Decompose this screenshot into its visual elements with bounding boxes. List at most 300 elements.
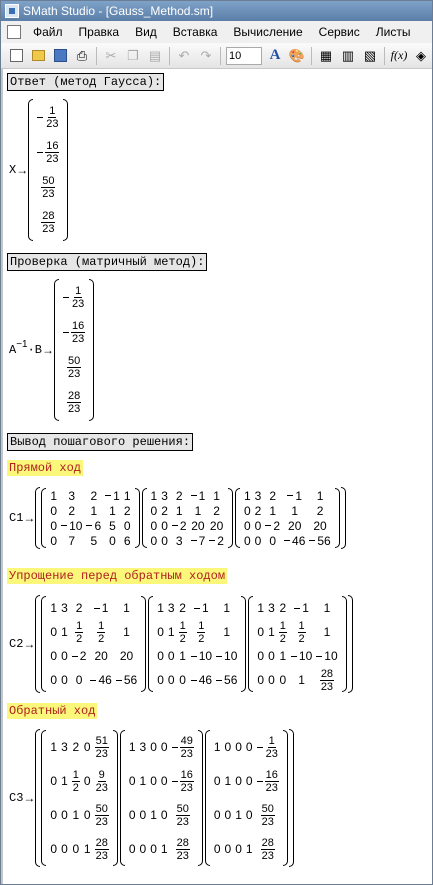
cell-value: 1 bbox=[257, 601, 265, 615]
cell-value: 3 bbox=[68, 488, 76, 503]
fraction-numerator: 50 bbox=[42, 175, 55, 187]
cell-value: 3 bbox=[61, 601, 68, 615]
negative-sign bbox=[172, 769, 194, 794]
fraction-denominator: 23 bbox=[46, 118, 59, 130]
cell-value: 0 bbox=[279, 673, 287, 687]
cell-value: 0 bbox=[213, 842, 221, 856]
cell-value: 1 bbox=[295, 488, 303, 503]
matrix-cell bbox=[266, 649, 277, 663]
matrix-cell bbox=[159, 489, 170, 503]
cell-value: 0 bbox=[150, 533, 158, 548]
cell-value: 0 bbox=[61, 673, 68, 687]
back-title: Обратный ход bbox=[9, 704, 96, 718]
redo-icon[interactable]: ↷ bbox=[200, 47, 212, 63]
worksheet[interactable] bbox=[1, 69, 433, 885]
fraction bbox=[261, 837, 275, 862]
toolbar-separator bbox=[169, 47, 170, 65]
negative-sign bbox=[105, 489, 120, 503]
vector-cell bbox=[35, 135, 61, 170]
matrix-grid bbox=[153, 596, 241, 692]
matrix-cell bbox=[233, 842, 244, 856]
fraction bbox=[75, 620, 83, 645]
cell-value: 1 bbox=[123, 601, 130, 615]
matrix-cell bbox=[48, 842, 59, 856]
cell-value: 0 bbox=[50, 533, 58, 548]
font-color-icon[interactable]: A bbox=[269, 47, 281, 63]
matrix-cell bbox=[159, 504, 170, 518]
fraction bbox=[320, 668, 334, 693]
cell-value: 0 bbox=[213, 774, 221, 788]
cell-value: 0 bbox=[157, 673, 164, 687]
cell-value: 20 bbox=[119, 649, 134, 663]
matrix-cell bbox=[189, 519, 208, 533]
cell-value: 0 bbox=[257, 649, 265, 663]
cell-value: 10 bbox=[69, 518, 83, 533]
matrix-cell bbox=[88, 620, 113, 645]
align-icon[interactable]: ▥ bbox=[341, 47, 355, 63]
new-file-icon[interactable] bbox=[7, 47, 25, 65]
matrix-cell bbox=[314, 625, 339, 639]
matrix-cell bbox=[253, 534, 264, 548]
matrix-cell bbox=[127, 842, 138, 856]
fraction-denominator: 23 bbox=[180, 781, 193, 794]
paren-right bbox=[141, 596, 146, 692]
app-icon bbox=[5, 4, 19, 18]
matrix bbox=[205, 730, 288, 866]
cell-value: 1 bbox=[150, 488, 158, 503]
fraction bbox=[67, 355, 81, 380]
matrix-cell bbox=[277, 649, 289, 663]
cell-value: 0 bbox=[268, 649, 275, 663]
cell-value: 0 bbox=[161, 518, 168, 533]
c3-result bbox=[35, 729, 293, 867]
matrix-cell bbox=[282, 489, 307, 503]
matrix-cell bbox=[244, 774, 255, 788]
matrix-cell bbox=[48, 808, 59, 822]
menu-view[interactable]: Вид bbox=[135, 25, 157, 39]
cell-value: 1 bbox=[160, 842, 168, 856]
menu-insert[interactable]: Вставка bbox=[172, 25, 218, 39]
cell-value: 0 bbox=[128, 808, 136, 822]
matrix-cell bbox=[155, 601, 166, 615]
fraction-numerator: 1 bbox=[49, 105, 56, 117]
matrix-cell bbox=[70, 769, 82, 794]
cell-value: 1 bbox=[90, 503, 98, 518]
fraction-denominator: 23 bbox=[42, 223, 55, 235]
cell-value: 1 bbox=[243, 488, 251, 503]
matrix-cell bbox=[207, 534, 226, 548]
palette-icon[interactable]: 🎨 bbox=[288, 47, 306, 63]
cell-value: 56 bbox=[224, 673, 238, 687]
print-icon[interactable]: ⎙ bbox=[76, 47, 88, 63]
matrix-cell bbox=[149, 489, 160, 503]
matrix-cell bbox=[114, 625, 139, 639]
c3-expression bbox=[9, 729, 294, 867]
var-x: X bbox=[9, 163, 17, 177]
matrix-cell bbox=[212, 740, 223, 754]
cell-value: 1 bbox=[128, 740, 136, 754]
cell-value: 6 bbox=[123, 533, 131, 548]
cell-value: 1 bbox=[223, 601, 231, 615]
open-file-icon[interactable] bbox=[29, 47, 47, 65]
cell-value: 56 bbox=[317, 533, 331, 548]
matrix-cell bbox=[82, 842, 93, 856]
cell-value: 1 bbox=[316, 488, 324, 503]
cell-value: 0 bbox=[123, 518, 131, 533]
cell-value: 5 bbox=[90, 533, 98, 548]
fraction-denominator: 2 bbox=[198, 632, 205, 645]
fraction-numerator: 28 bbox=[68, 390, 81, 402]
cell-value: 1 bbox=[50, 740, 58, 754]
matrix-cell bbox=[70, 808, 82, 822]
matrix-cell bbox=[212, 808, 223, 822]
cell-value: 20 bbox=[313, 518, 327, 533]
vector-cell bbox=[61, 385, 87, 420]
fraction-numerator: 1 bbox=[298, 619, 305, 632]
fraction-numerator: 28 bbox=[95, 836, 108, 849]
cell-value: 0 bbox=[61, 649, 68, 663]
matrix-grid bbox=[125, 730, 198, 866]
check-title: Проверка (матричный метод): bbox=[7, 253, 207, 271]
paren-right bbox=[335, 488, 340, 548]
undo-icon[interactable]: ↶ bbox=[178, 47, 190, 63]
matrix-cell bbox=[59, 625, 70, 639]
negative-sign bbox=[116, 673, 137, 687]
matrix-cell bbox=[48, 601, 59, 615]
cell-value: 0 bbox=[235, 774, 242, 788]
cell-value: 0 bbox=[75, 673, 83, 687]
cell-value: 2 bbox=[75, 601, 83, 615]
paren-right bbox=[348, 595, 353, 693]
fraction-numerator: 9 bbox=[98, 768, 105, 781]
cell-value: 0 bbox=[243, 518, 251, 533]
cell-value: 0 bbox=[150, 740, 157, 754]
cell-value: 0 bbox=[157, 649, 164, 663]
cell-value: 3 bbox=[254, 488, 262, 503]
cell-value: 1 bbox=[245, 842, 253, 856]
matrix-cell bbox=[48, 489, 59, 503]
cell-value: 1 bbox=[302, 601, 309, 615]
cell-value: 0 bbox=[139, 842, 147, 856]
matrix-cell bbox=[266, 625, 277, 639]
matrix-cell bbox=[59, 842, 70, 856]
matrix-cell bbox=[170, 735, 196, 760]
cell-value: 10 bbox=[324, 649, 338, 663]
matrix-cell bbox=[82, 740, 93, 754]
simplify-title: Упрощение перед обратным ходом bbox=[9, 569, 226, 583]
fraction bbox=[41, 175, 55, 200]
menu-sheets[interactable]: Листы bbox=[375, 25, 411, 39]
cell-value: 1 bbox=[269, 503, 277, 518]
cell-value: 3 bbox=[61, 740, 68, 754]
title-bar bbox=[1, 1, 433, 21]
vector-cell bbox=[61, 315, 87, 350]
plugin-icon[interactable]: ◈ bbox=[416, 47, 426, 63]
matrix-cell bbox=[307, 519, 332, 533]
cell-value: 1 bbox=[194, 503, 202, 518]
matrix-grid bbox=[240, 488, 335, 548]
matrix bbox=[148, 596, 246, 692]
cell-value: 0 bbox=[167, 649, 175, 663]
matrix-cell bbox=[149, 519, 160, 533]
matrix-cell bbox=[48, 740, 59, 754]
negative-sign bbox=[191, 489, 206, 503]
cell-value: 0 bbox=[160, 808, 168, 822]
inverse-exponent: −1 bbox=[16, 338, 28, 350]
fraction-numerator: 1 bbox=[179, 619, 186, 632]
cell-value: 0 bbox=[167, 673, 175, 687]
matrix-cell bbox=[103, 534, 122, 548]
arrow: → bbox=[23, 791, 36, 805]
matrix-cell bbox=[177, 601, 189, 615]
var-c3: C3 bbox=[9, 791, 24, 805]
matrix-cell bbox=[148, 808, 159, 822]
cell-value: 20 bbox=[94, 649, 108, 663]
matrix-cell bbox=[93, 735, 111, 760]
fraction-denominator: 23 bbox=[261, 849, 274, 862]
cell-value: 10 bbox=[224, 649, 238, 663]
matrix-cell bbox=[114, 673, 139, 687]
cell-value: 0 bbox=[83, 808, 91, 822]
align-icon[interactable]: ▧ bbox=[363, 47, 377, 63]
vector-cell bbox=[61, 350, 87, 385]
save-icon[interactable] bbox=[51, 47, 69, 65]
fraction-denominator: 23 bbox=[95, 815, 108, 828]
fraction-denominator: 2 bbox=[72, 781, 79, 794]
matrix bbox=[41, 730, 117, 866]
matrix-cell bbox=[103, 489, 122, 503]
vector-cell bbox=[35, 205, 61, 240]
fraction-numerator: 1 bbox=[198, 619, 205, 632]
cell-value: 1 bbox=[123, 488, 131, 503]
matrix-group bbox=[40, 487, 340, 549]
cell-value: 46 bbox=[198, 673, 213, 687]
matrix-cell bbox=[289, 620, 314, 645]
cell-value: 3 bbox=[268, 601, 275, 615]
cell-value: 1 bbox=[61, 625, 68, 639]
direct-title: Прямой ход bbox=[9, 461, 82, 475]
fraction-numerator: 1 bbox=[98, 619, 105, 632]
var-c2: C2 bbox=[9, 637, 24, 651]
matrix-cell bbox=[48, 504, 59, 518]
menu-file[interactable]: Файл bbox=[33, 25, 63, 39]
cell-value: 0 bbox=[254, 518, 262, 533]
function-icon[interactable]: f(x) bbox=[390, 48, 408, 62]
negative-sign bbox=[94, 601, 109, 615]
cell-value: 1 bbox=[323, 601, 331, 615]
arrow: → bbox=[23, 637, 36, 651]
cell-value: 1 bbox=[113, 488, 120, 503]
cell-value: 0 bbox=[150, 842, 157, 856]
fraction-denominator: 23 bbox=[68, 368, 81, 380]
cell-value: 2 bbox=[269, 488, 277, 503]
cell-value: 0 bbox=[235, 740, 242, 754]
matrix-cell bbox=[177, 649, 189, 663]
fraction bbox=[180, 769, 194, 794]
cell-value: 1 bbox=[202, 601, 209, 615]
matrix-cell bbox=[122, 504, 133, 518]
vector-body bbox=[59, 279, 89, 421]
fraction bbox=[265, 769, 279, 794]
cell-value: 0 bbox=[269, 533, 277, 548]
matrix-cell bbox=[189, 504, 208, 518]
cell-value: 0 bbox=[128, 774, 136, 788]
fraction-denominator: 23 bbox=[72, 333, 85, 345]
cell-value: 0 bbox=[160, 740, 168, 754]
cell-value: 2 bbox=[72, 740, 80, 754]
negative-sign bbox=[265, 519, 280, 533]
matrix-cell bbox=[314, 649, 339, 663]
negative-sign bbox=[216, 673, 237, 687]
matrix-cell bbox=[59, 673, 70, 687]
matrix-cell bbox=[255, 803, 281, 828]
fraction-denominator: 2 bbox=[179, 632, 186, 645]
menu-tools[interactable]: Сервис bbox=[318, 25, 360, 39]
matrix-cell bbox=[88, 649, 113, 663]
cell-value: 2 bbox=[316, 503, 324, 518]
menu-calc[interactable]: Вычисление bbox=[233, 25, 303, 39]
matrix-cell bbox=[138, 808, 149, 822]
fraction-denominator: 23 bbox=[265, 781, 278, 794]
matrix-grid bbox=[46, 596, 141, 692]
matrix-cell bbox=[266, 601, 277, 615]
matrix-cell bbox=[266, 673, 277, 687]
matrix-cell bbox=[253, 504, 264, 518]
matrix-cell bbox=[59, 489, 84, 503]
paren-right bbox=[198, 730, 203, 866]
negative-sign bbox=[72, 649, 87, 663]
fraction bbox=[197, 620, 205, 645]
window-title: SMath Studio - [Gauss_Method.sm] bbox=[23, 4, 214, 18]
matrix-cell bbox=[189, 649, 214, 663]
cell-value: 20 bbox=[288, 518, 302, 533]
matrix-cell bbox=[148, 740, 159, 754]
font-size-select[interactable]: 10 bbox=[226, 47, 262, 65]
matrix-cell bbox=[166, 649, 177, 663]
paren-right bbox=[63, 99, 68, 241]
cell-value: 0 bbox=[50, 808, 58, 822]
matrix-cell bbox=[314, 668, 339, 693]
matrix-cell bbox=[48, 673, 59, 687]
cell-value: 0 bbox=[83, 740, 91, 754]
cell-value: 1 bbox=[291, 503, 299, 518]
matrix-cell bbox=[59, 649, 70, 663]
fraction-numerator: 28 bbox=[320, 667, 334, 680]
matrix-cell bbox=[255, 673, 266, 687]
matrix-group bbox=[40, 729, 288, 867]
fraction-numerator: 28 bbox=[176, 836, 189, 849]
align-icon[interactable]: ▦ bbox=[319, 47, 333, 63]
matrix-cell bbox=[170, 769, 196, 794]
fraction-numerator: 50 bbox=[176, 802, 189, 815]
matrix-cell bbox=[263, 489, 282, 503]
c1-result bbox=[35, 487, 345, 549]
fraction bbox=[72, 769, 80, 794]
copy-icon[interactable]: ❐ bbox=[127, 47, 139, 63]
paste-icon[interactable]: ▤ bbox=[148, 47, 162, 63]
matrix-cell bbox=[70, 740, 82, 754]
negative-sign bbox=[291, 649, 312, 663]
fraction-denominator: 2 bbox=[98, 632, 105, 645]
fraction-denominator: 23 bbox=[176, 815, 189, 828]
result-vector bbox=[28, 99, 68, 241]
matrix-cell bbox=[223, 740, 234, 754]
fraction-denominator: 2 bbox=[279, 632, 286, 645]
matrix-cell bbox=[242, 519, 253, 533]
cell-value: 0 bbox=[50, 842, 58, 856]
fraction bbox=[95, 803, 109, 828]
matrix-cell bbox=[255, 735, 281, 760]
cell-value: 0 bbox=[61, 842, 68, 856]
matrix bbox=[235, 488, 340, 548]
matrix-cell bbox=[170, 837, 196, 862]
fraction bbox=[176, 803, 190, 828]
cell-value: 0 bbox=[150, 518, 158, 533]
matrix-cell bbox=[170, 534, 189, 548]
result-vector bbox=[54, 279, 94, 421]
fraction bbox=[95, 837, 109, 862]
fraction-numerator: 1 bbox=[279, 619, 286, 632]
matrix-cell bbox=[70, 649, 89, 663]
matrix-cell bbox=[170, 803, 196, 828]
matrix-cell bbox=[59, 601, 70, 615]
paren-right bbox=[341, 487, 346, 549]
fraction bbox=[97, 620, 105, 645]
matrix-cell bbox=[114, 601, 139, 615]
matrix-cell bbox=[70, 601, 89, 615]
fraction-denominator: 23 bbox=[320, 680, 334, 693]
matrix-cell bbox=[277, 673, 289, 687]
document-icon[interactable] bbox=[7, 25, 21, 39]
cell-value: 2 bbox=[123, 503, 131, 518]
matrix-cell bbox=[103, 504, 122, 518]
matrix-cell bbox=[114, 649, 139, 663]
matrix-cell bbox=[207, 519, 226, 533]
cell-value: 0 bbox=[128, 842, 136, 856]
matrix-cell bbox=[214, 625, 239, 639]
matrix-cell bbox=[138, 740, 149, 754]
matrix-cell bbox=[177, 673, 189, 687]
cell-value: 1 bbox=[139, 774, 147, 788]
matrix-cell bbox=[233, 808, 244, 822]
cell-value: 0 bbox=[224, 842, 232, 856]
paren-right bbox=[289, 729, 294, 867]
cut-icon[interactable]: ✂ bbox=[105, 47, 117, 63]
negative-sign bbox=[309, 534, 330, 548]
negative-sign bbox=[194, 601, 209, 615]
fraction bbox=[298, 620, 306, 645]
fraction-numerator: 28 bbox=[42, 210, 55, 222]
cell-value: 5 bbox=[109, 518, 116, 533]
matrix-cell bbox=[214, 673, 239, 687]
menu-edit[interactable]: Правка bbox=[78, 25, 120, 39]
fraction bbox=[45, 105, 59, 130]
negative-sign bbox=[191, 673, 212, 687]
cell-value: 1 bbox=[101, 601, 109, 615]
matrix-cell bbox=[59, 534, 84, 548]
cell-value: 7 bbox=[68, 533, 76, 548]
cell-value: 3 bbox=[167, 601, 175, 615]
cell-value: 20 bbox=[191, 518, 205, 533]
cell-value: 1 bbox=[83, 842, 91, 856]
cell-value: 0 bbox=[139, 808, 147, 822]
negative-sign bbox=[172, 735, 194, 760]
var-c1: C1 bbox=[9, 511, 24, 525]
fraction bbox=[265, 735, 279, 760]
fraction-numerator: 1 bbox=[75, 285, 82, 297]
matrix-cell bbox=[244, 740, 255, 754]
matrix-cell bbox=[70, 842, 82, 856]
